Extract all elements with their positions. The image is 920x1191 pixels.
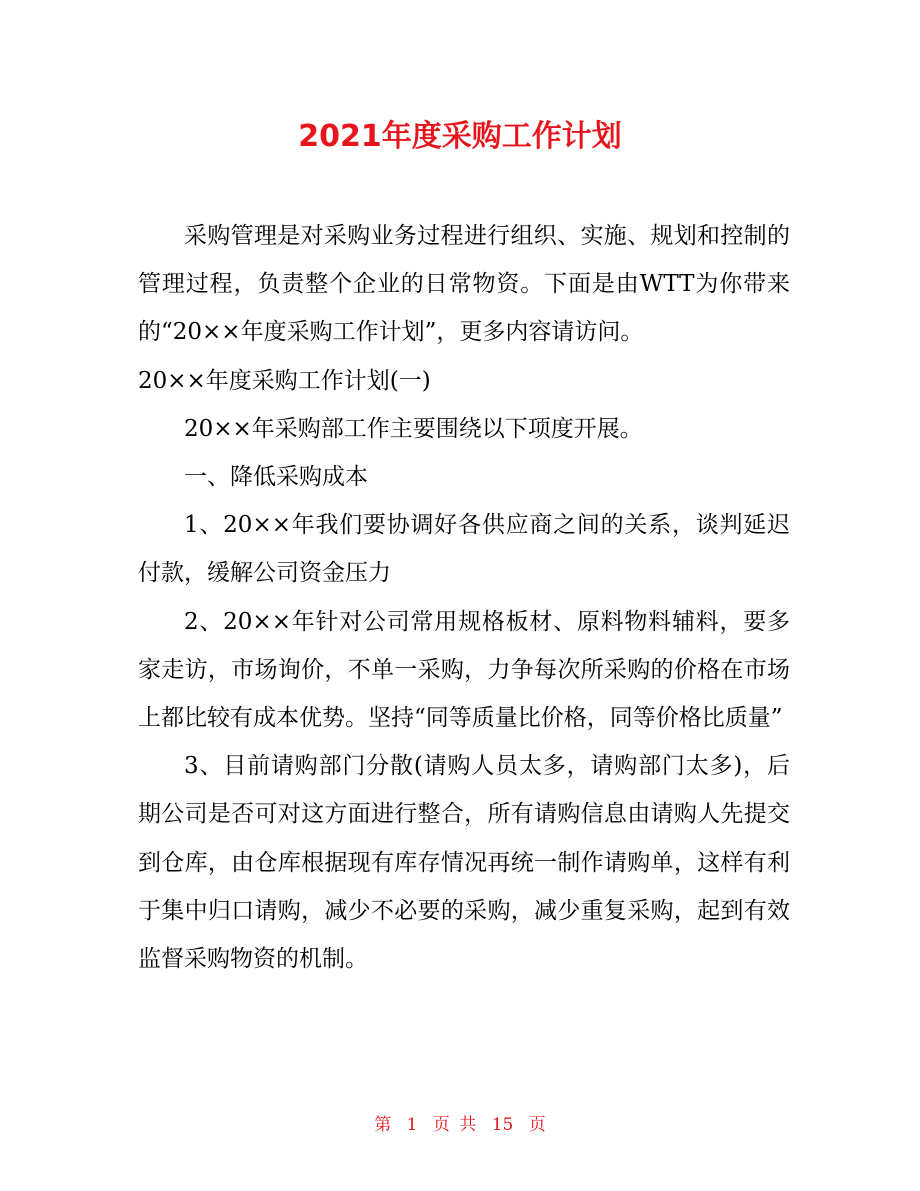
page-footer bbox=[0, 1110, 920, 1140]
paragraph-overview: 20××年采购部工作主要围绕以下项度开展。 bbox=[184, 415, 643, 442]
list-item-1: 1、20××年我们要协调好各供应商之间的关系，谈判延迟付款，缓解公司资金压力 bbox=[138, 512, 790, 587]
paragraph-intro: 采购管理是对采购业务过程进行组织、实施、规划和控制的管理过程，负责整个企业的日常物资。下面是由WTT为你带来的“20××年度采购工作计划”，更多内容请访问。 bbox=[138, 223, 790, 346]
footer-page-total: 15 bbox=[491, 1115, 514, 1135]
footer-page-number: 1 bbox=[406, 1115, 418, 1135]
section-heading: 20××年度采购工作计划(一) bbox=[138, 367, 431, 394]
footer-prefix: 第 bbox=[374, 1115, 392, 1135]
list-item-3: 3、目前请购部门分散(请购人员太多，请购部门太多)，后期公司是否可对这方面进行整合，所有请购信息由请购人先提交到仓库，由仓库根据现有库存情况再统一制作请购单，这样有利于集中归口请购，减少不必要的采购，减少重复采购，起到有效监督采购物资的机制。 bbox=[138, 753, 790, 973]
list-item-2: 2、20××年针对公司常用规格板材、原料物料辅料，要多家走访，市场询价，不单一采购，力争每次所采购的价格在市场上都比较有成本优势。坚持“同等质量比价格，同等价格比质量” bbox=[138, 608, 790, 732]
footer-suffix: 页 bbox=[528, 1115, 546, 1135]
document-body bbox=[138, 212, 790, 983]
subsection-heading: 一、降低采购成本 bbox=[184, 464, 368, 491]
document-title: 2021年度采购工作计划 bbox=[298, 119, 622, 154]
footer-mid: 页 共 bbox=[432, 1115, 477, 1135]
